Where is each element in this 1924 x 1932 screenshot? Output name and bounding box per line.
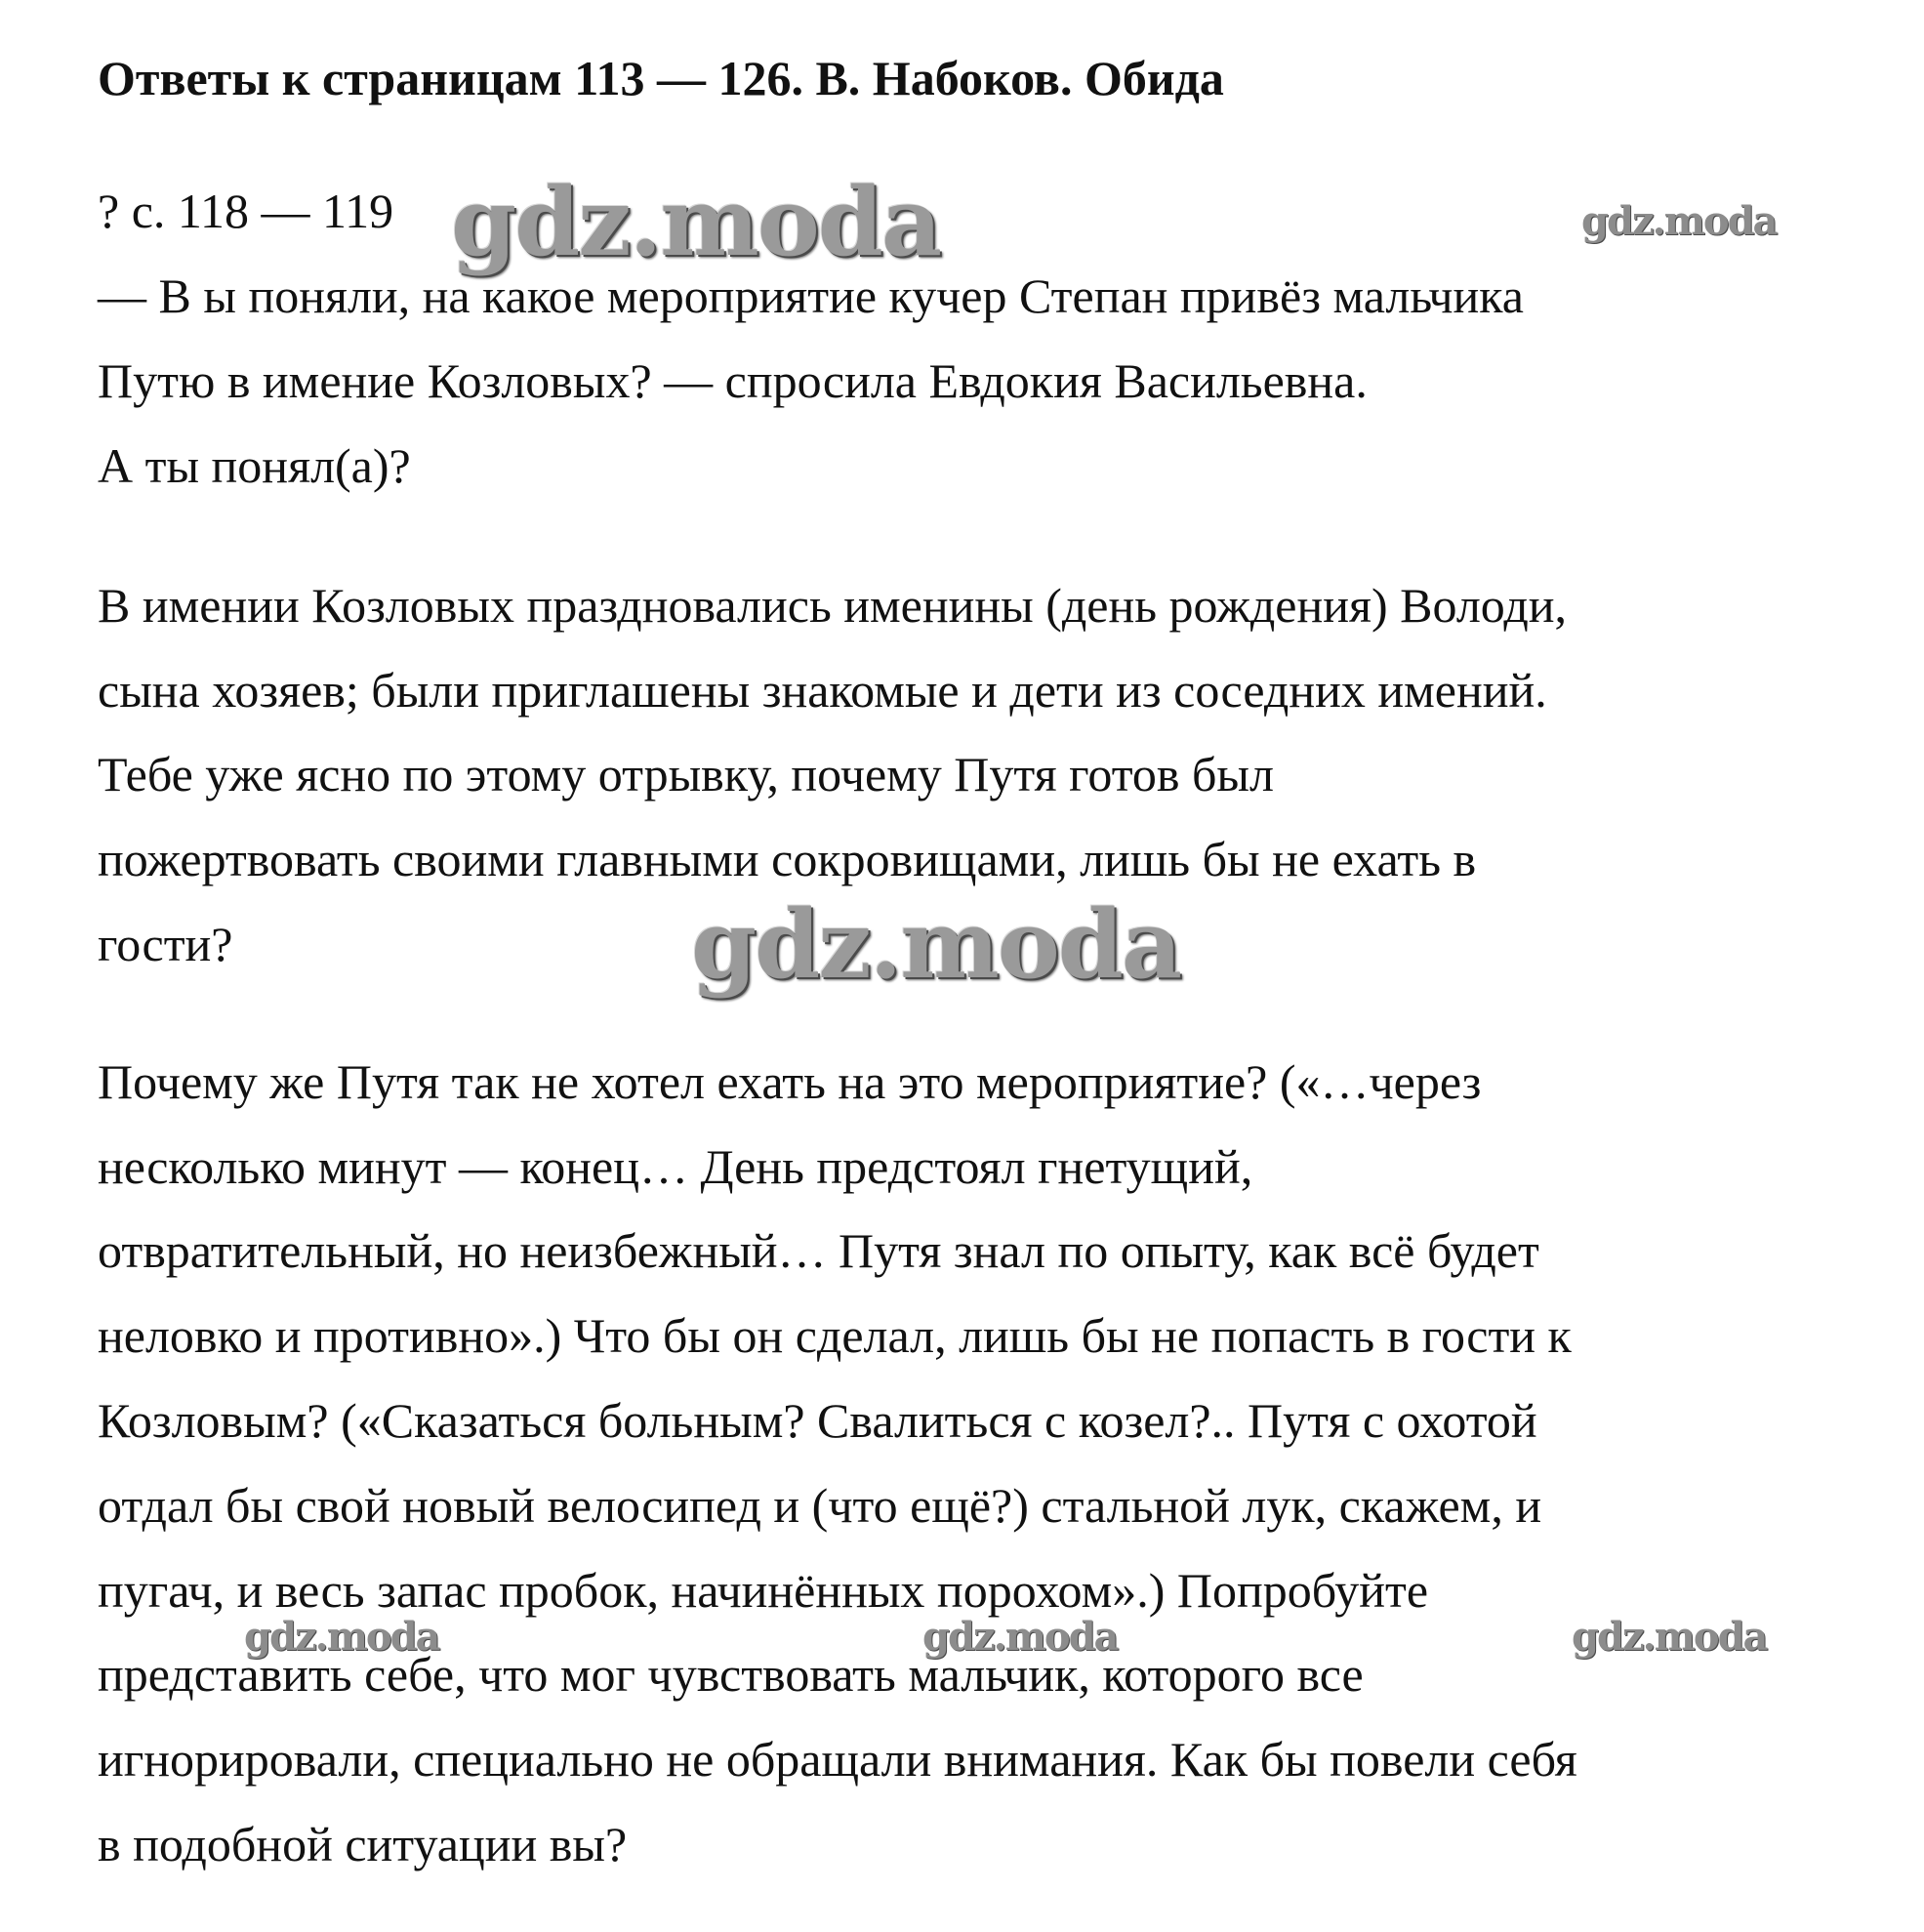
text-line: — В ы поняли, на какое мероприятие кучер Степан привёз мальчика bbox=[98, 268, 1524, 323]
text-line: представить себе, что мог чувствовать мальчик, которого все bbox=[98, 1647, 1364, 1702]
text-line: отдал бы свой новый велосипед и (что ещё?) стальной лук, скажем, и bbox=[98, 1478, 1542, 1533]
text-line: Козловым? («Сказаться больным? Свалиться с козел?.. Путя с охотой bbox=[98, 1393, 1537, 1448]
text-line: в подобной ситуации вы? bbox=[98, 1817, 628, 1871]
text-line: Путю в имение Козловых? — спросила Евдокия Васильевна. bbox=[98, 353, 1368, 408]
watermark-logo: gdz.moda bbox=[244, 1614, 439, 1660]
watermark-logo: gdz.moda bbox=[451, 167, 941, 277]
text-line: А ты понял(а)? bbox=[98, 438, 411, 493]
watermark-logo: gdz.moda bbox=[1572, 1614, 1767, 1660]
text-line: сына хозяев; были приглашены знакомые и дети из соседних имений. bbox=[98, 663, 1547, 718]
text-line: отвратительный, но неизбежный… Путя знал по опыту, как всё будет bbox=[98, 1223, 1539, 1278]
text-line: пугач, и весь запас пробок, начинённых порохом».) Попробуйте bbox=[98, 1563, 1429, 1618]
text-line: Почему же Путя так не хотел ехать на это мероприятие? («…через bbox=[98, 1054, 1482, 1109]
text-line: игнорировали, специально не обращали внимания. Как бы повели себя bbox=[98, 1732, 1577, 1787]
text-line: Тебе уже ясно по этому отрывку, почему Путя готов был bbox=[98, 747, 1274, 802]
text-line: гости? bbox=[98, 917, 233, 971]
text-line: В имении Козловых праздновались именины (день рождения) Володи, bbox=[98, 578, 1568, 633]
watermark-logo: gdz.moda bbox=[1581, 198, 1777, 244]
question-page-ref: ? с. 118 — 119 bbox=[98, 184, 394, 238]
watermark-logo: gdz.moda bbox=[922, 1614, 1118, 1660]
text-line: неловко и противно».) Что бы он сделал, лишь бы не попасть в гости к bbox=[98, 1308, 1572, 1363]
page-title: Ответы к страницам 113 — 126. В. Набоков. Обида bbox=[98, 51, 1224, 105]
text-line: пожертвовать своими главными сокровищами, лишь бы не ехать в bbox=[98, 832, 1477, 886]
watermark-logo: gdz.moda bbox=[691, 889, 1181, 1000]
text-line: несколько минут — конец… День предстоял гнетущий, bbox=[98, 1139, 1253, 1194]
